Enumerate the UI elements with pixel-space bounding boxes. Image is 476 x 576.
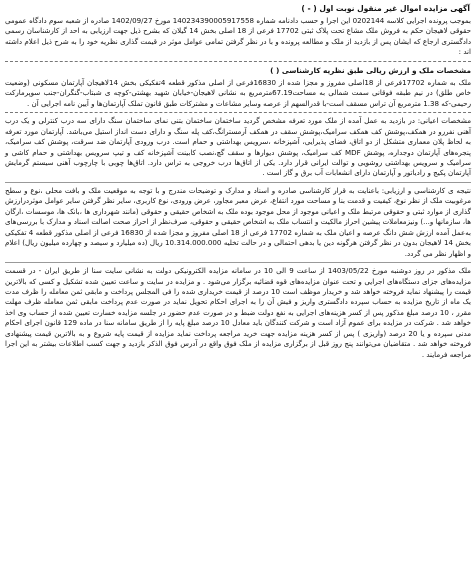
valuation-result: نتیجه ی کارشناسی و ارزیابی: باعنایت به قرار کارشناسی صادره و اسناد و مدارک و توضیحات مندرج و با توجه به موقعیت ملک و بافت محلی ،نوع و سطح مرغوبیت ملک از نظر نوع، کیفیت و قدمت بنا و مساحت مورد انتفاع، عرض معبر مجاور، عرض ورودی، نوع کاربری، سایر نظر گرفتن سایر عوامل موثردرارزش گذاری از موارد ثبتی و حقوقی مرتبط ملک و اعیانی موجود از محل موجود بوده ملک به اشخاص حقیقی و حقوقی (مانند شهرداری ها ،بانک ها، موسسات ،ارگان ها، سازمانها و...) ونیزمعاملات پیشین احراز مالکیت و انتساب ملک به اشخاص حقیقی و حقوقی، صرف‌نظر از احراز صحت اصالت اسناد و مدارک با بررسی‌های به‌عمل آمده ارزش شش دانگ عرصه و اعیان ملک به شماره 17702 فرعی از 18 اصلی مفروز و مجزا شده از 16830 فرعی از اصلی مذکور قطعه 4 تفکیکی بخش 14 لاهیجان بدون در نظر گرفتن هرگونه دین یا بدهی احتمالی و در حالت تخلیه 10.314.000.000 ریال (ده میلیارد و سیصد و چهارده میلیون ریال) اعلام و اظهار نظر می گردد.	[5, 185, 471, 258]
divider	[5, 112, 471, 113]
divider	[5, 182, 471, 183]
expert-description: مشخصات اعیانی: در بازدید به عمل آمده از ملک مورد تعرفه مشخص گردید ساختمان ساختمان بتنی نمای ساختمان سنگ دارای سه درب کنترلی و یک درب آهنی نفررو در همکف،پوشش کف همکف سرامیک،پوشش سقف در همکف آرمسترانگ،کف پله سنگ و دارای دست انداز استیل می‌باشد. آپارتمان مورد تعرفه به لحاظ پلان معماری متشکل از دو اتاق، فضای پذیرایی، آشپزخانه ،سرویس بهداشتی و حمام است. درب ورودی آپارتمان ضد سرقت، پوشش کف سرامیک، پنجره‌های آپارتمان دوجداره، پوشش MDF کف سرامیک، پوشش دیوارها و سقف گچ،نصب کابینت آشپزخانه کف و تیپ سرویس بهداشتی و حمام کاشی و سرامیک و سرویس بهداشتی روشویی و توالت ایرانی قرار دارد. یکی از اتاق‌ها درب خروجی به تراس دارد. اتاق‌ها چوبی با چارچوب آهنی سیستم گرمایش آپارتمان پکیج و رادیاتور و آپارتمان دارای انشعابات آب برق و گاز است .	[5, 116, 471, 178]
divider	[5, 61, 471, 62]
property-description: ملک به شماره 17702فرعی از 18اصلی مفروز و مجزا شده از 16830فرعی از اصلی مذکور قطعه 4تفکیکی بخش 14لاهیجان آپارتمان مسکونی (وضعیت خاص طلق) در نیم طبقه فوقانی سمت شمالی به مساحت67.19مترمربع به نشانی لاهیجان-خیابان شهید بهشتی-کوچه ی شبتاب-گنگران-جنب سوپرمارکت رحیمی-که 1.38 مترمربع آن تراس مسقف است-با قدرالسهم از عرصه وسایر مشاعات و مشترکات طبق قانون تملک آپارتمان‌ها و آیین نامه اجرایی آن .	[5, 77, 471, 108]
notice-intro: بموجب پرونده اجرایی کلاسه 0202144 این اجرا و حسب دادنامه شماره 140234390005917558 مورخ 1402/09/27 صادره از شعبه سوم دادگاه عمومی حقوقی لاهیجان حکم به فروش ملک مشاع تحت پلاک ثبتی 17702 فرعی از 18 اصلی بخش 14 گیلان که بشرح ذیل جهت ارزیابی به احد از کارشناسان رسمی دادگستری ارجاع که ایشان پس از بازدید از ملک و مطالعه پرونده و با در نظر گرفتن تمامی عوامل موثر در قیمت گذاری نظریه خود را به شرح ذیل اعلام داشته اند :	[5, 16, 472, 57]
auction-terms: ملک مذکور در روز دوشنبه مورخ 1403/05/22 از ساعت 9 الی 10 در سامانه مزایده الکترونیکی دولت به نشانی سایت سنا از طریق ایران - در قسمت مزایده‌های جزای دستگاه‌های اجرایی و تحت عنوان مزایده‌های قوه قضائیه برگزار می‌شود . و مزایده در سایت و ساعت تعیین شده تشکیل و کسی که بالاترین قیمت را پیشنهاد نماید فروخته خواهد شد و خریدار موظف است 10 درصد از قیمت خریداری شده را فی المجلس پرداخت و مابقی ثمن معامله را ظرف مدت یک ماه از تاریخ مزایده به حساب سپرده دادگستری واریز و فیش آن را به اجرای احکام تحویل نماید در صورت عدم پرداخت مابقی ثمن معامله ظرف مهلت مقرر ، 10 درصد مبلغ مذکور پس از کسر هزینه‌های اجرایی به نفع دولت ضبط و در صورت عدم حضور در جلسه مزایده خسارت تعیین شده از حساب وی اخذ خواهد شد . شرکت در مزایده برای عموم آزاد است و شرکت کنندگان باید معادل 10 درصد مبلغ پایه را از طریق سامانه سنا در ماده 129 قانون اجرای احکام مدنی سپرده و یا 20 درصد (واریزی ) پس از کسر هزینه مزایده جهت خرید مراجعه پرداخت نماید مزایده از قیمت پایه شروع و به بالاترین قیمت پیشنهادی فروخته خواهد شد . متقاضیان می‌توانند پنج روز قبل از برگزاری مزایده از ملک فوق واقع در آدرس فوق الذکر بازدید و جهت کسب اطلاعات بیشتر به این اجرا مراجعه فرمایند .	[5, 266, 471, 359]
divider	[5, 262, 471, 263]
notice-title: آگهی مزایده اموال غیر منقول نوبت اول ( - )	[301, 4, 470, 13]
section-heading: مشخصات ملک و ارزش ریالی طبق نظریه کارشناسی ( )	[270, 65, 471, 75]
